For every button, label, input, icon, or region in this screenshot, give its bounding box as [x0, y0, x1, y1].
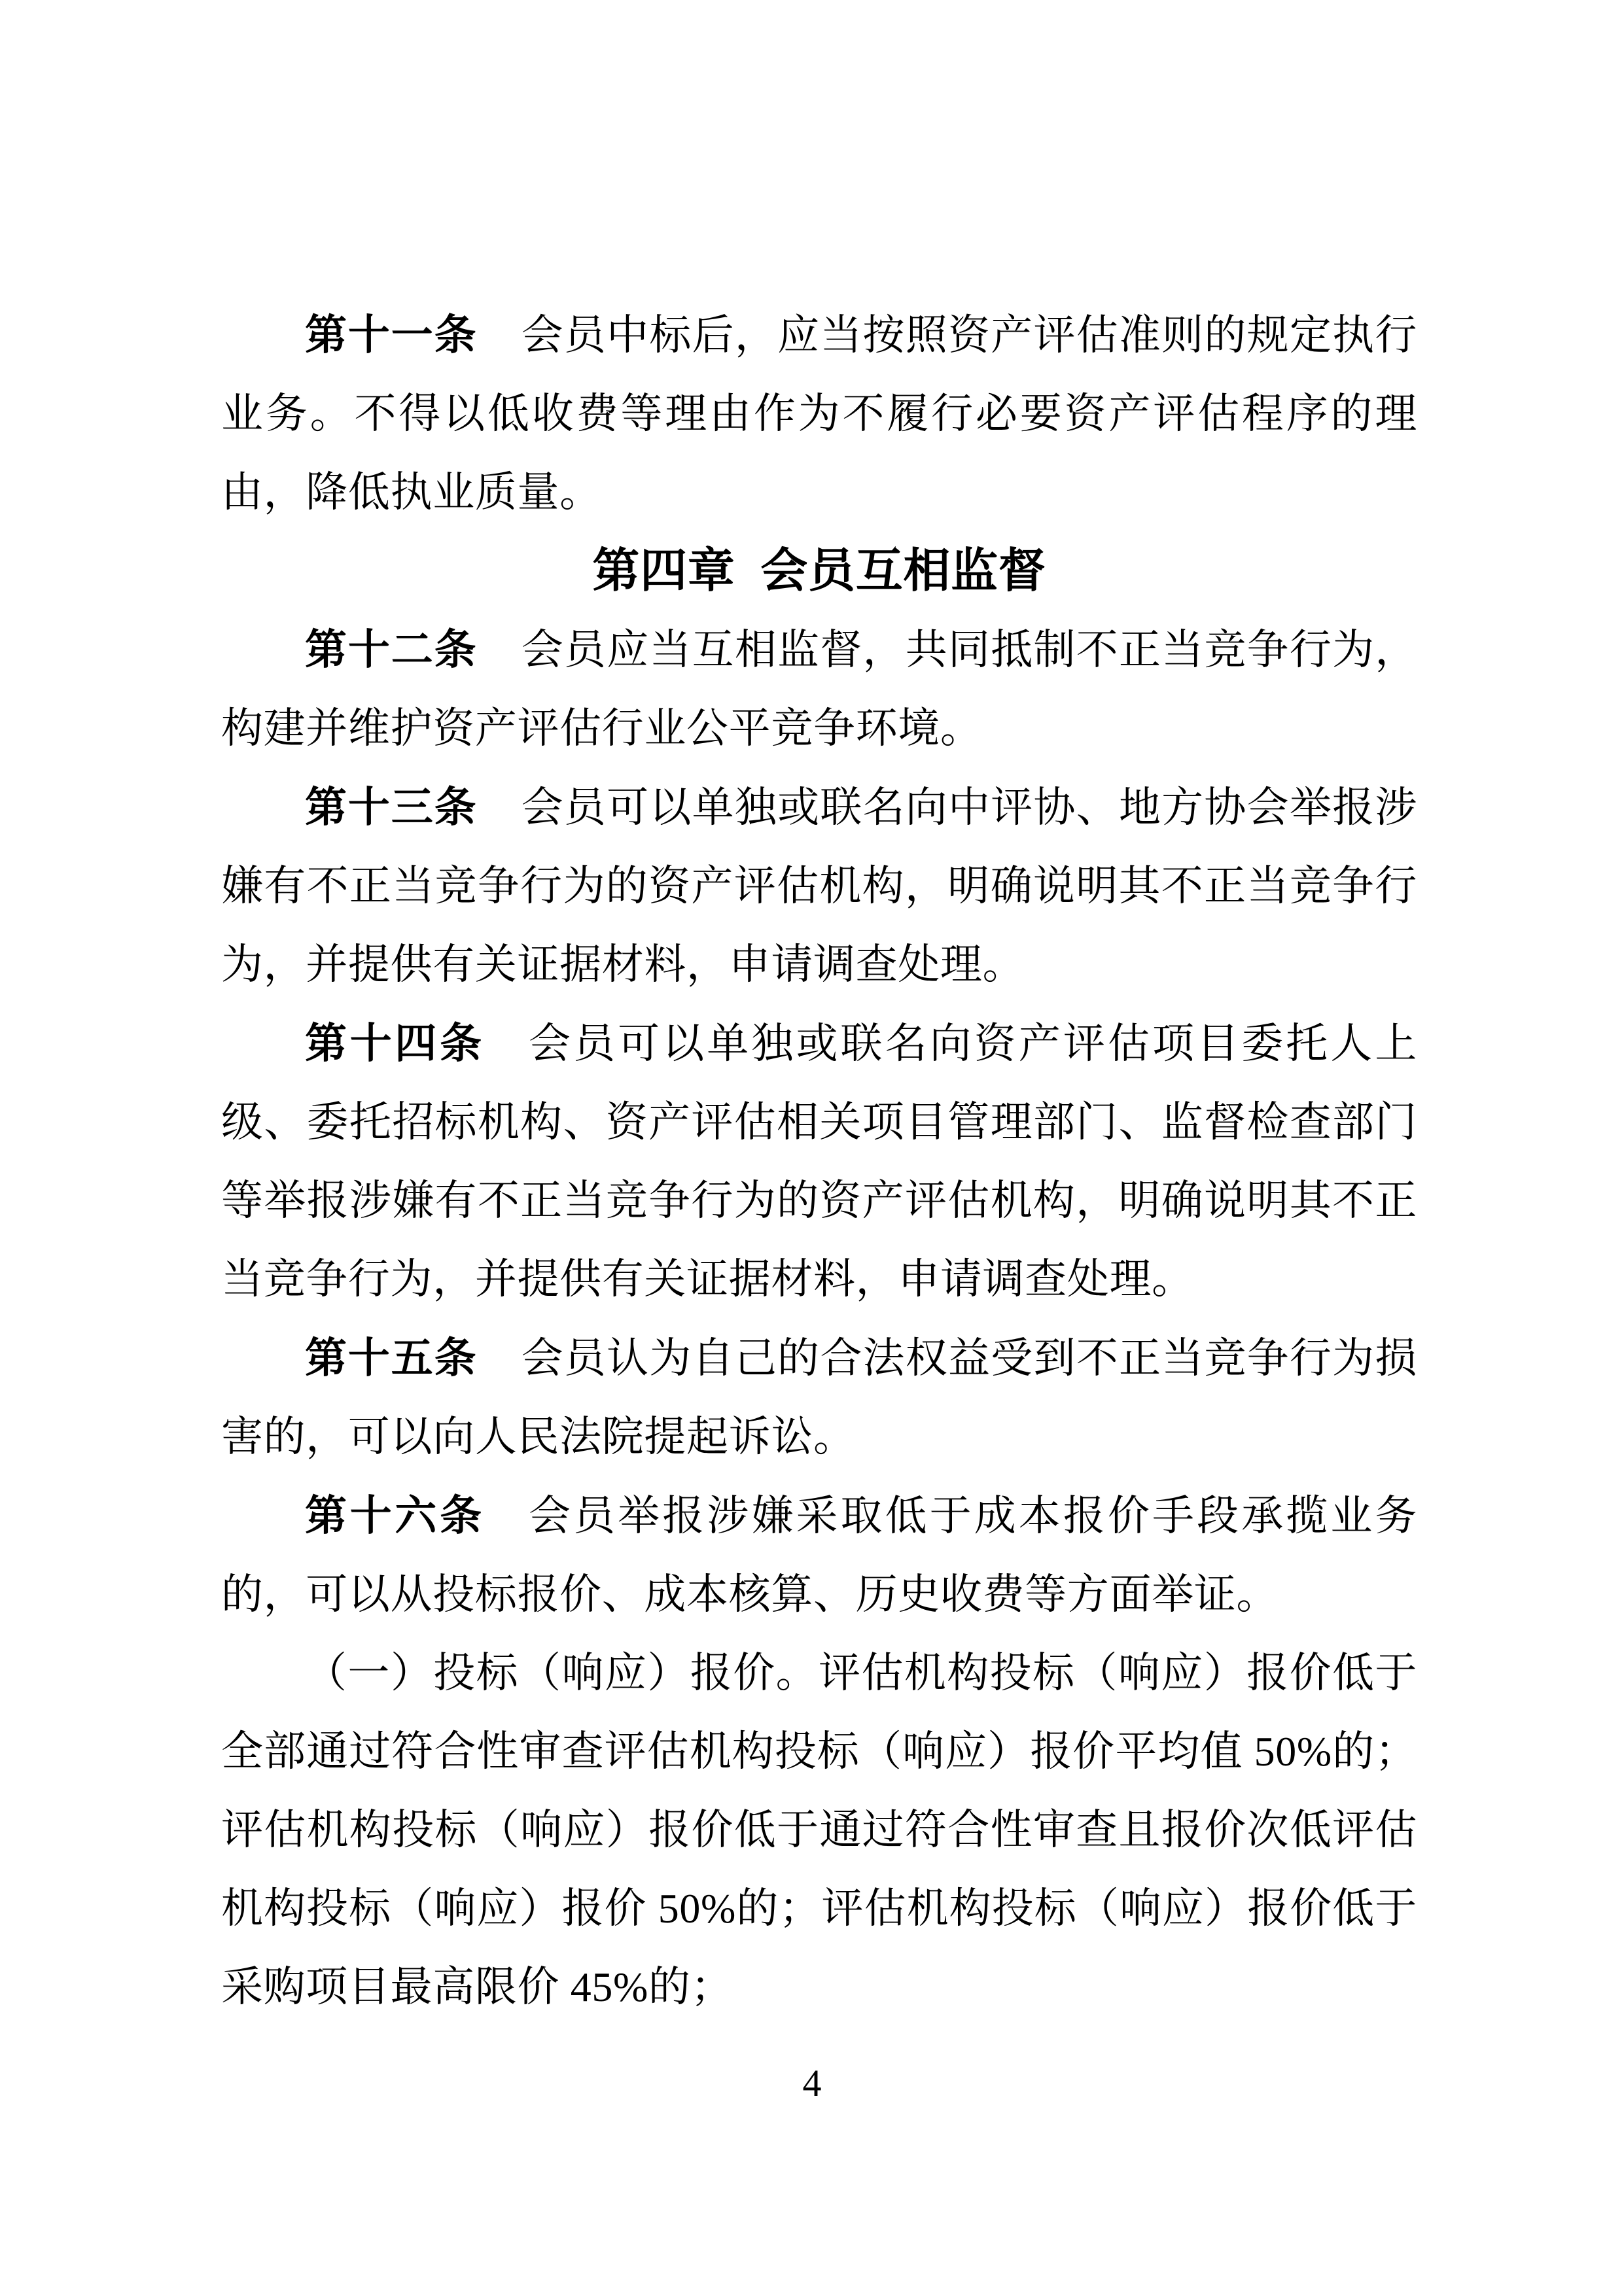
page-number: 4 — [802, 2062, 822, 2104]
article-11-text: 会员中标后，应当按照资产评估准则的规定执行业务。不得以低收费等理由作为不履行必要资产评估程序的理由，降低执业质量。 — [221, 312, 1417, 515]
article-14-paragraph — [221, 1004, 1417, 1319]
article-16-text: 会员举报涉嫌采取低于成本报价手段承揽业务的，可以从投标报价、成本核算、历史收费等方面举证。 — [221, 1493, 1417, 1618]
document-body — [221, 296, 1417, 2026]
article-13-paragraph — [221, 768, 1417, 1004]
clause-1-paragraph: （一）投标（响应）报价。评估机构投标（响应）报价低于全部通过符合性审查评估机构投标（响应）报价平均值 50%的；评估机构投标（响应）报价低于通过符合性审查且报价次低评估机构投标（响应）报价 50%的；评估机构投标（响应）报价低于采购项目最高限价 45%的； — [221, 1650, 1417, 2010]
article-11-paragraph — [221, 296, 1417, 532]
article-13-number: 第十三条 — [305, 784, 478, 831]
article-15-text: 会员认为自己的合法权益受到不正当竞争行为损害的，可以向人民法院提起诉讼。 — [221, 1335, 1417, 1460]
article-15-paragraph — [221, 1319, 1417, 1476]
article-12-paragraph — [221, 610, 1417, 768]
chapter-4-heading: 第四章 会员互相监督 — [592, 545, 1046, 597]
article-13-text: 会员可以单独或联名向中评协、地方协会举报涉嫌有不正当竞争行为的资产评估机构，明确说明其不正当竞争行为，并提供有关证据材料，申请调查处理。 — [221, 784, 1417, 988]
article-12-number: 第十二条 — [305, 626, 478, 673]
article-15-number: 第十五条 — [305, 1334, 478, 1382]
article-11-number: 第十一条 — [305, 311, 478, 358]
article-12-text: 会员应当互相监督，共同抵制不正当竞争行为，构建并维护资产评估行业公平竞争环境。 — [221, 627, 1417, 752]
article-16-paragraph — [221, 1476, 1417, 1634]
article-14-number: 第十四条 — [305, 1020, 485, 1067]
article-16-number: 第十六条 — [305, 1492, 485, 1539]
article-14-text: 会员可以单独或联名向资产评估项目委托人上级、委托招标机构、资产评估相关项目管理部门、监督检查部门等举报涉嫌有不正当竞争行为的资产评估机构，明确说明其不正当竞争行为，并提供有关证据材料，申请调查处理。 — [221, 1020, 1417, 1302]
